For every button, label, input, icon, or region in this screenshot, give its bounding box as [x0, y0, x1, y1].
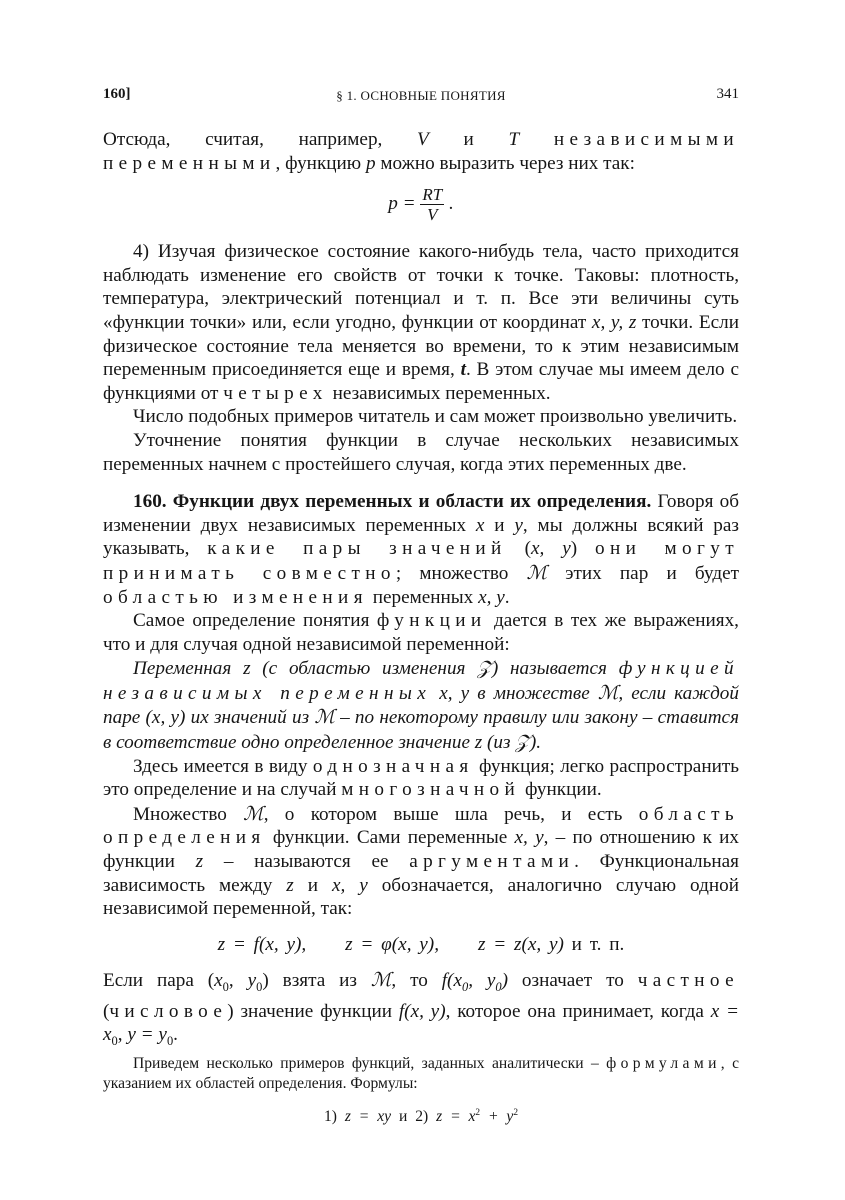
section-160: 160. Функции двух переменных и области их определения. Говоря об изменении двух независимых переменных x и y, мы должны всякий раз указывать, какие пары значений (x, y) они могут принимать совместно; множество ℳ этих пар и будет областью изменения переменных x, y.: [103, 491, 740, 608]
paragraph-5: Самое определение понятия функции дается в тех же выражениях, что и для случая одной независимой переменной:: [103, 610, 739, 655]
paragraph-7: Множество ℳ, о котором выше шла речь, и есть область определения функции. Сами переменные x, y, – по отношению к их функции z – называются ее аргументами. Функциональная зависимость между z и x, y обозначается, аналогично случаю одной независимой переменной, так:: [103, 801, 739, 920]
running-title: § 1. ОСНОВНЫЕ ПОНЯТИЯ: [336, 88, 506, 103]
page-body: [103, 128, 739, 1129]
paragraph-4: Уточнение понятия функции в случае нескольких независимых переменных начнем с простейшего случая, когда этих переменных две.: [103, 429, 739, 475]
small-print-paragraph: Приведем несколько примеров функций, заданных аналитически – формулами, с указанием их областей определения. Формулы:: [103, 1054, 739, 1092]
formula-p-rt-v: p = $\frac{RT}{V}$ .: [388, 185, 454, 225]
formula-examples: 1) z = xy и 2) $z = x^2 + y^2$: [323, 1107, 519, 1126]
definition: Переменная z (с областью изменения 𝒵) называется функцией независимых переменных x, y в множестве ℳ, если каждой паре (x, y) их значений из ℳ – по некоторому правилу или закону – ставится в соответствие одно определенное значение z (из 𝒵).: [103, 656, 739, 754]
paragraph-2: 4) Изучая физическое состояние какого-нибудь тела, часто приходится наблюдать изменение его свойств от точки к точке. Таковы: плотность, температура, электрический потенциал и т. п. Все эти величины суть «функции точки» или, если угодно, функции от координат x, y, z точки. Если физическое состояние тела меняется во времени, то к этим независимым переменным присоединяется еще и время, t. В этом случае мы имеем дело с функциями от четырех независимых переменных.: [103, 241, 739, 404]
section-number: 160]: [103, 86, 131, 102]
paragraph-6: Здесь имеется в виду однозначная функция; легко распространить это определение и на случай многозначной функции.: [103, 755, 739, 801]
formula-function-notation: z = f(x, y), z = φ(x, y), z = z(x, y) и т. п.: [217, 933, 625, 955]
page-header: [103, 86, 739, 110]
paragraph-3: Число подобных примеров читатель и сам может произвольно увеличить.: [133, 406, 738, 428]
paragraph-1: Отсюда, считая, например, V и T независимыми переменными, функцию p можно выразить через них так:: [103, 129, 740, 174]
page-number: 341: [716, 86, 739, 102]
section-160-title: 160. Функции двух переменных и области их определения.: [133, 491, 652, 513]
paragraph-8: Если пара ($x_0$, $y_0$) взята из ℳ, то $f(x_0$, $y_0$) означает то частное (числовое) значение функции f(x, y), которое она принимает, когда $x = x_0$, $y = y_0$.: [103, 968, 739, 1049]
